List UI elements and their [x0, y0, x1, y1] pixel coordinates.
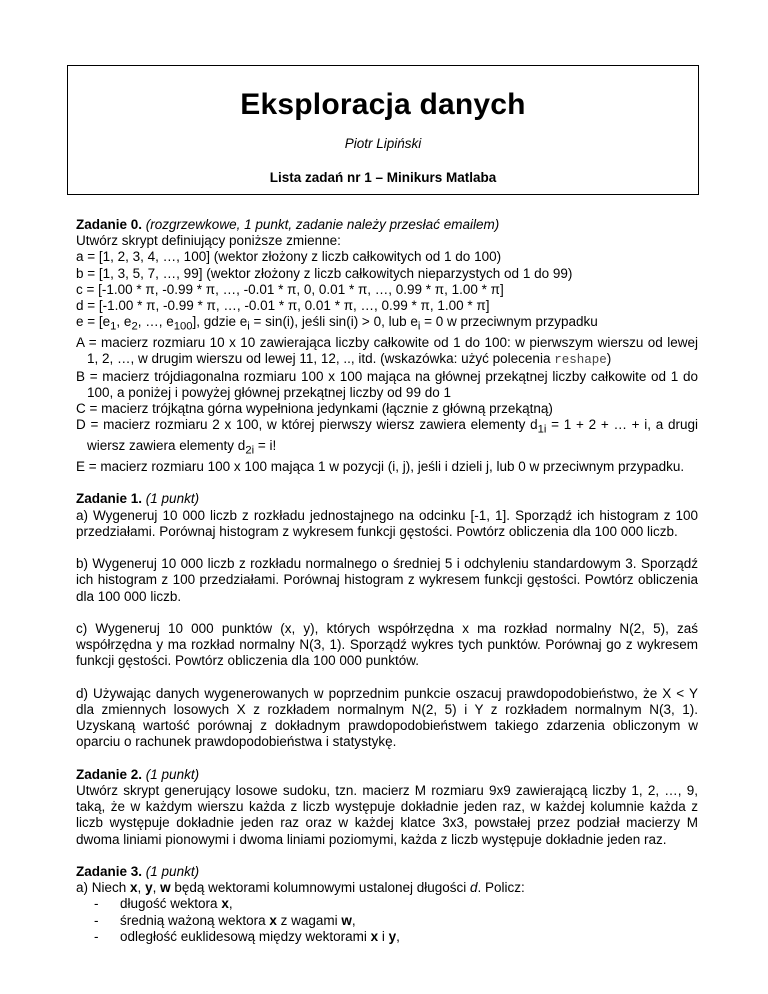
task-3-bullet-1: - długość wektora x,	[76, 896, 698, 912]
task-0-title: Zadanie 0.	[76, 217, 143, 232]
var-a: a = [1, 2, 3, 4, …, 100] (wektor złożony z liczb całkowitych od 1 do 100)	[76, 249, 502, 265]
task-1-part-a: a) Wygeneruj 10 000 liczb z rozkładu jednostajnego na odcinku [-1, 1]. Sporządź ich histogram z 100 przedziałami. Porównaj histogram z wykresem funkcji gęstości. Powtórz obliczenia dla 100 000 liczb.	[76, 507, 698, 539]
var-E: E = macierz rozmiaru 100 x 100 mająca 1 w pozycji (i, j), jeśli i dzieli j, lub 0 w przeciwnym przypadku.	[76, 458, 685, 474]
task-1	[76, 491, 698, 750]
document-title: Eksploracja danych	[240, 88, 526, 121]
document-subtitle: Lista zadań nr 1 – Minikurs Matlaba	[269, 170, 497, 185]
task-3-title: Zadanie 3.	[76, 863, 143, 879]
task-3	[76, 864, 698, 945]
var-C: C = macierz trójkątna górna wypełniona jedynkami (łącznie z główną przekątną)	[76, 400, 553, 416]
task-3-bullet-2: - średnią ważoną wektora x z wagami w,	[76, 913, 698, 929]
task-3-heading	[76, 864, 698, 880]
var-b: b = [1, 3, 5, 7, …, 99] (wektor złożony z liczb całkowitych nieparzystych od 1 do 99)	[76, 265, 573, 281]
var-d: d = [-1.00 * π, -0.99 * π, …, -0.01 * π, 0.01 * π, …, 0.99 * π, 1.00 * π]	[76, 298, 490, 314]
task-1-note: (1 punkt)	[145, 491, 200, 507]
task-1-part-c: c) Wygeneruj 10 000 punktów (x, y), których współrzędna x ma rozkład normalny N(2, 5), zaś współrzędna y ma rozkład normalny N(3, 1). Sporządź wykres tych punktów. Porównaj go z wykresem funkcji gęstości. Powtórz obliczenia dla 100 000 punktów.	[76, 620, 698, 669]
task-2-note: (1 punkt)	[145, 766, 200, 782]
author-name: Piotr Lipiński	[344, 136, 422, 151]
task-1-heading	[76, 491, 698, 507]
var-B: B = macierz trójdiagonalna rozmiaru 100 x 100 mająca na głównej przekątnej liczby całkowite od 1 do 100, a poniżej i powyżej głównej przekątnej liczby od 99 do 1	[76, 368, 698, 400]
task-2-title: Zadanie 2.	[76, 766, 143, 782]
task-1-title: Zadanie 1.	[76, 491, 143, 507]
task-2-heading	[76, 767, 698, 783]
var-c: c = [-1.00 * π, -0.99 * π, …, -0.01 * π, 0, 0.01 * π, …, 0.99 * π, 1.00 * π]	[76, 281, 504, 297]
task-0-intro: Utwórz skrypt definiujący poniższe zmienne:	[76, 233, 341, 249]
task-3-bullet-3: - odległość euklidesową między wektorami x i y,	[76, 929, 698, 945]
task-3-note: (1 punkt)	[145, 863, 200, 879]
task-0-note: (rozgrzewkowe, 1 punkt, zadanie należy przesłać emailem)	[145, 217, 500, 232]
task-0	[76, 217, 698, 475]
header-box	[67, 65, 699, 195]
task-2-text: Utwórz skrypt generujący losowe sudoku, tzn. macierz M rozmiaru 9x9 zawierającą liczby 1, 2, …, 9, taką, że w każdym wierszu każda z liczb występuje dokładnie jeden raz, w każdej kolumnie każda z liczb występuje dokładnie jeden raz oraz w każdej klatce 3x3, powstałej przez podział macierzy M dwoma liniami pionowymi i dwoma liniami poziomymi, każda z liczb występuje dokładnie jeden raz.	[76, 782, 698, 847]
task-3-part-a: a) Niech x, y, w będą wektorami kolumnowymi ustalonej długości d. Policz:	[76, 880, 525, 896]
var-D: D = macierz rozmiaru 2 x 100, w której pierwszy wiersz zawiera elementy $d_{1i} = 1 + 2$ + … + i, a drugi wiersz zawiera elementy $d_{2i} = i$!	[76, 417, 698, 457]
task-1-part-d: d) Używając danych wygenerowanych w poprzednim punkcie oszacuj prawdopodobieństwo, że X < Y dla zmiennych losowych X z rozkładem normalnym N(2, 5) i Y z rozkładem normalnym N(3, 1). Uzyskaną wartość porównaj z dokładnym prawdopodobieństwem takiego zdarzenia obliczonym w oparciu o rachunek prawdopodobieństwa i statystykę.	[76, 685, 698, 750]
reshape-code: reshape	[554, 353, 607, 368]
document-body	[76, 217, 698, 945]
task-1-part-b: b) Wygeneruj 10 000 liczb z rozkładu normalnego o średniej 5 i odchyleniu standardowym 3. Sporządź ich histogram z 100 przedziałami. Porównaj histogram z wykresem funkcji gęstości. Powtórz obliczenia dla 100 000 liczb.	[76, 556, 698, 604]
var-A: A = macierz rozmiaru 10 x 10 zawierająca liczby całkowite od 1 do 100: w pierwszym wierszu od lewej 1, 2, …, w drugim wierszu od lewej 11, 12, .., itd. (wskazówka: użyć polecenia reshape)	[76, 335, 698, 368]
task-2	[76, 767, 698, 848]
var-e: $e = [e_1$, $e_2$, …, $e_{100}$], gdzie $e_i = \sin(i)$, jeśli sin(i) > 0, lub $e_i = 0$ w przeciwnym przypadku	[76, 314, 598, 333]
task-0-heading	[76, 217, 698, 233]
